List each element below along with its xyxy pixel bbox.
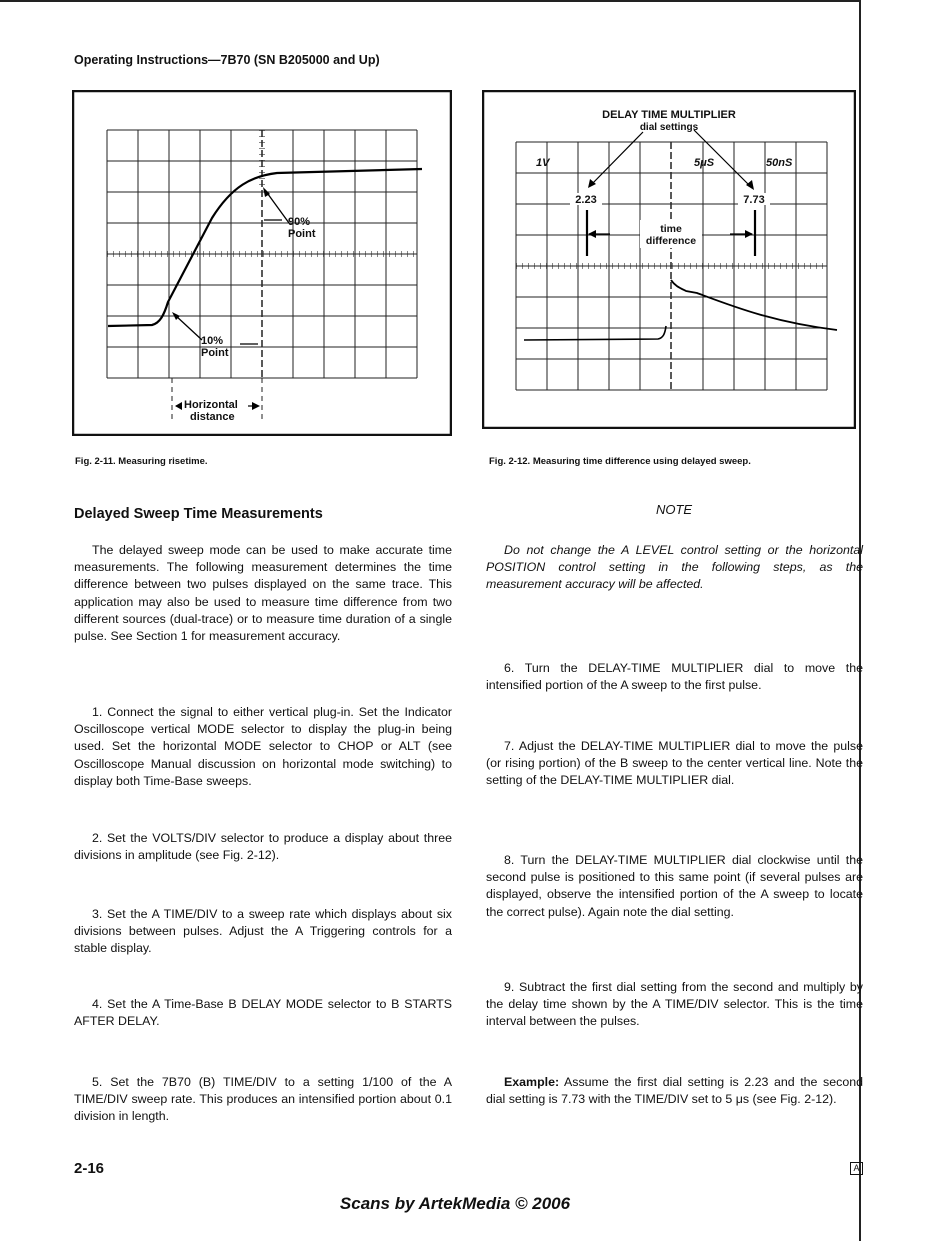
step-6: 6. Turn the DELAY-TIME MULTIPLIER dial to move the intensified portion of the A sweep to the first pulse. [486, 661, 863, 693]
page-number: 2-16 [74, 1160, 105, 1177]
revision-mark: A [850, 1162, 863, 1175]
step-8: 8. Turn the DELAY-TIME MULTIPLIER dial clockwise until the second pulse is positioned to this same point (if several pulses are displayed, observe the intensified portion of the A sweep to locate the correct pulse). Again note the dial setting. [486, 853, 863, 919]
label-90-point: Point [288, 228, 316, 240]
intro-paragraph: The delayed sweep mode can be used to make accurate time measurements. The following measurement determines the time difference between two pulses displayed on the same trace. This application may also be used to measure time difference from two different sources (dual-trace) or to measure time duration of a single pulse. See Section 1 for measurement accuracy. [74, 543, 452, 644]
figure-caption-2-12: Fig. 2-12. Measuring time difference using delayed sweep. [489, 456, 751, 467]
example-text: Assume the first dial setting is 2.23 and the second dial setting is 7.73 with the TIME/DIV set to 5 μs (see Fig. 2-12). [486, 1075, 863, 1107]
risetime-graticule [72, 90, 452, 436]
scan-credit: Scans by ArtekMedia © 2006 [339, 1194, 571, 1213]
delayed-sweep-graticule [482, 90, 856, 429]
readout-volts: 1V [536, 157, 550, 169]
step-2: 2. Set the VOLTS/DIV selector to produce a display about three divisions in amplitude (see Fig. 2-12). [74, 831, 452, 863]
note-title: NOTE [655, 502, 693, 517]
figure-delayed-sweep [482, 90, 856, 429]
label-distance: distance [190, 411, 235, 423]
dial-value-second: 7.73 [743, 194, 765, 206]
label-horizontal: Horizontal [184, 399, 238, 411]
label-time: time [660, 223, 682, 235]
step-9: 9. Subtract the first dial setting from the second and multiply by the delay time shown by the A TIME/DIV selector. This is the time interval between the pulses. [486, 980, 863, 1029]
dial-value-first: 2.23 [575, 194, 597, 206]
step-3: 3. Set the A TIME/DIV to a sweep rate which displays about six divisions between pulses. Adjust the A Triggering controls for a stable display. [74, 907, 452, 956]
figure-risetime [72, 90, 452, 436]
section-title: Delayed Sweep Time Measurements [74, 506, 323, 522]
label-difference: difference [645, 235, 697, 247]
readout-b-timediv: 50nS [766, 157, 793, 169]
dial-title: DELAY TIME MULTIPLIER [602, 109, 736, 121]
running-header: Operating Instructions—7B70 (SN B205000 and Up) [74, 53, 380, 67]
page-border-top [0, 0, 860, 2]
note-text: Do not change the A LEVEL control setting or the horizontal POSITION control setting in the following steps, as the measurement accuracy will be affected. [486, 543, 863, 592]
label-10-percent: 10% [201, 335, 224, 347]
example-paragraph [486, 1074, 863, 1108]
step-4: 4. Set the A Time-Base B DELAY MODE selector to B STARTS AFTER DELAY. [74, 997, 452, 1029]
label-90-percent: 90% [288, 216, 311, 228]
page-border-right [859, 0, 861, 1241]
example-label: Example: [504, 1075, 560, 1089]
figure-caption-2-11: Fig. 2-11. Measuring risetime. [75, 456, 208, 467]
dial-subtitle: dial settings [639, 122, 699, 133]
readout-a-timediv: 5μS [694, 157, 715, 169]
step-5: 5. Set the 7B70 (B) TIME/DIV to a setting 1/100 of the A TIME/DIV sweep rate. This produces an intensified portion about 0.1 division in length. [74, 1075, 452, 1124]
step-1: 1. Connect the signal to either vertical plug-in. Set the Indicator Oscilloscope vertical MODE selector to display the plug-in being used. Set the horizontal MODE selector to CHOP or ALT (see Oscilloscope Manual discussion on horizontal mode switching) to display both Time-Base sweeps. [74, 705, 452, 788]
label-10-point: Point [201, 347, 229, 359]
step-7: 7. Adjust the DELAY-TIME MULTIPLIER dial to move the pulse (or rising portion) of the B sweep to the center vertical line. Note the setting of the DELAY-TIME MULTIPLIER dial. [486, 739, 863, 788]
